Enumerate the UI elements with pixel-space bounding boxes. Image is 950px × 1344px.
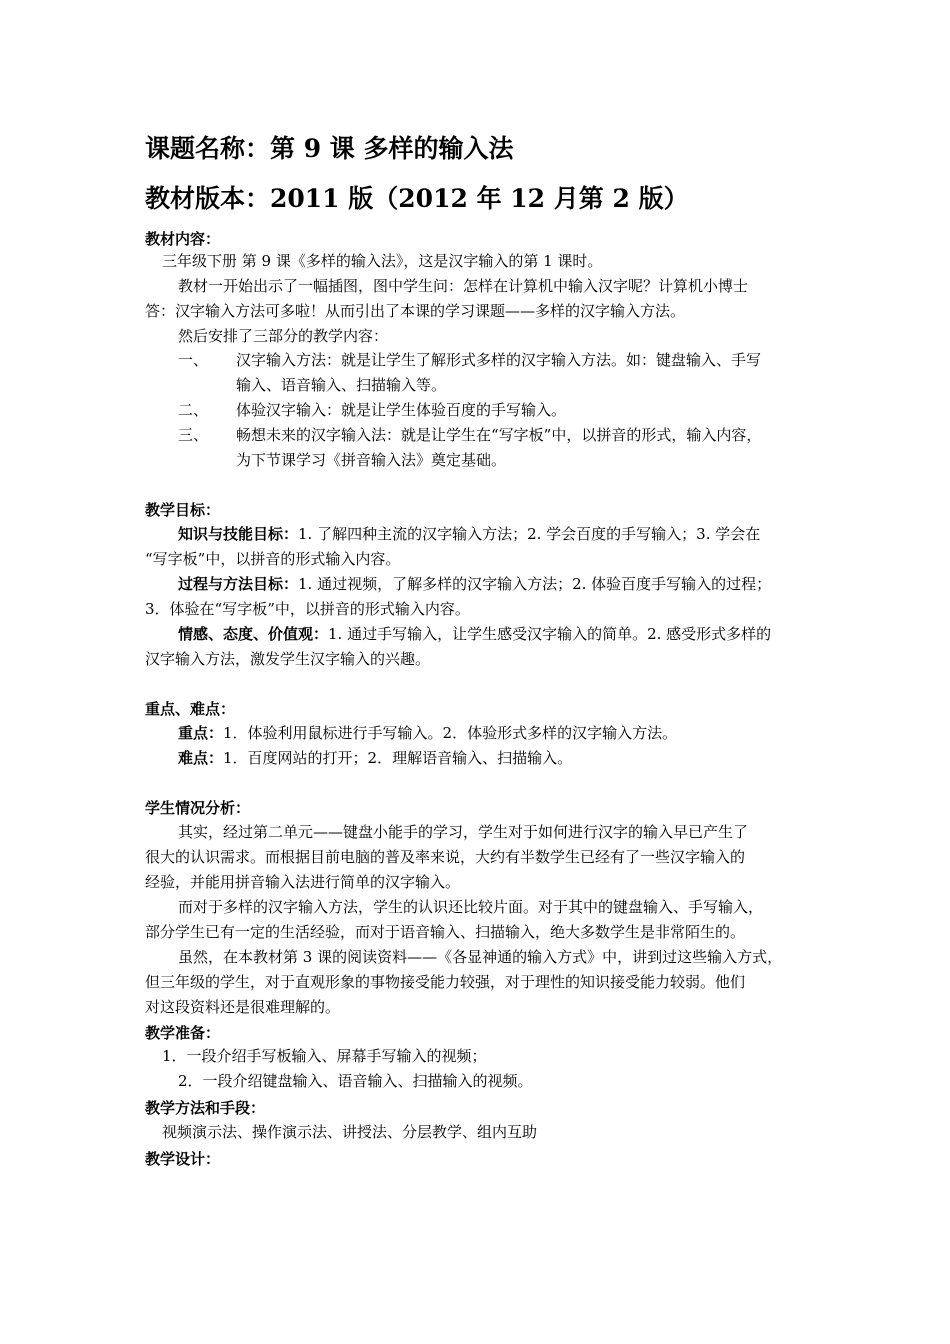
methods-text: 视频演示法、操作演示法、讲授法、分层教学、组内互助 (162, 1123, 538, 1141)
difficult-point (178, 746, 572, 770)
list-item-text: 体验汉字输入：就是让学生体验百度的手写输入。 (236, 401, 567, 419)
goal-emotion-continued: 汉字输入方法，激发学生汉字输入的兴趣。 (145, 650, 431, 668)
goal-knowledge (178, 522, 760, 546)
methods-heading: 教学方法和手段： (145, 1099, 266, 1117)
analysis-line: 很大的认识需求。而根据目前电脑的普及率来说，大约有半数学生已经有了一些汉字输入的 (145, 848, 746, 866)
content-heading: 教材内容： (145, 230, 221, 248)
content-paragraph-1: 三年级下册 第 9 课《多样的输入法》，这是汉字输入的第 1 课时。 (162, 252, 603, 270)
design-heading: 教学设计： (145, 1150, 221, 1168)
prep-heading: 教学准备： (145, 1024, 221, 1042)
goal-process-continued: 3．体验在“写字板”中，以拼音的形式输入内容。 (145, 600, 470, 618)
analysis-line: 部分学生已有一定的生活经验，而对于语音输入、扫描输入，绝大多数学生是非常陌生的。 (145, 923, 746, 941)
goal-process (178, 572, 771, 596)
lesson-title: 课题名称：第 9 课 多样的输入法 (145, 134, 514, 163)
list-item-text: 汉字输入方法：就是让学生了解形式多样的汉字输入方法。如：键盘输入、手写 (236, 351, 762, 369)
analysis-line: 经验，并能用拼音输入法进行简单的汉字输入。 (145, 873, 461, 891)
analysis-line: 但三年级的学生，对于直观形象的事物接受能力较强，对于理性的知识接受能力较弱。他们 (145, 973, 746, 991)
goal-emotion (178, 622, 771, 646)
textbook-edition: 教材版本：2011 版（2012 年 12 月第 2 版） (145, 184, 689, 213)
key-point (178, 721, 677, 745)
goal-emotion-text: 1. 通过手写输入，让学生感受汉字输入的简单。2. 感受形式多样的 (328, 625, 772, 643)
analysis-line: 而对于多样的汉字输入方法，学生的认识还比较片面。对于其中的键盘输入、手写输入， (178, 898, 764, 916)
prep-item: 2．一段介绍键盘输入、语音输入、扫描输入的视频。 (178, 1072, 533, 1090)
goal-process-text: 1. 通过视频，了解多样的汉字输入方法；2. 体验百度手写输入的过程； (298, 575, 772, 593)
analysis-heading: 学生情况分析： (145, 799, 251, 817)
goal-emotion-label: 情感、态度、价值观： (178, 625, 329, 643)
goal-knowledge-label: 知识与技能目标： (178, 525, 299, 543)
key-point-label: 重点： (178, 724, 224, 742)
difficult-point-label: 难点： (178, 749, 224, 767)
content-paragraph-3: 然后安排了三部分的教学内容： (178, 327, 389, 345)
list-item-number: 三、 (178, 426, 209, 444)
key-point-text: 1．体验利用鼠标进行手写输入。2．体验形式多样的汉字输入方法。 (223, 724, 678, 742)
content-paragraph-2-line-2: 答：汉字输入方法可多啦！从而引出了本课的学习课题——多样的汉字输入方法。 (145, 302, 686, 320)
goal-knowledge-continued: “写字板”中，以拼音的形式输入内容。 (145, 550, 401, 568)
analysis-line: 虽然，在本教材第 3 课的阅读资料——《各显神通的输入方式》中，讲到过这些输入方式， (178, 948, 783, 966)
prep-item: 1．一段介绍手写板输入、屏幕手写输入的视频； (162, 1047, 487, 1065)
difficult-point-text: 1．百度网站的打开；2．理解语音输入、扫描输入。 (223, 749, 573, 767)
list-item-text: 输入、语音输入、扫描输入等。 (236, 376, 447, 394)
keypoints-heading: 重点、难点： (145, 700, 236, 718)
list-item-text: 畅想未来的汉字输入法：就是让学生在“写字板”中，以拼音的形式，输入内容， (236, 426, 762, 444)
goal-knowledge-text: 1. 了解四种主流的汉字输入方法；2. 学会百度的手写输入；3. 学会在 (298, 525, 761, 543)
list-item-number: 一、 (178, 351, 209, 369)
goal-process-label: 过程与方法目标： (178, 575, 299, 593)
list-item-text: 为下节课学习《拼音输入法》奠定基础。 (236, 451, 507, 469)
analysis-line: 对这段资料还是很难理解的。 (145, 998, 341, 1016)
content-paragraph-2-line-1: 教材一开始出示了一幅插图，图中学生问：怎样在计算机中输入汉字呢？计算机小博士 (178, 277, 749, 295)
goals-heading: 教学目标： (145, 501, 221, 519)
analysis-line: 其实，经过第二单元——键盘小能手的学习，学生对于如何进行汉字的输入早已产生了 (178, 823, 749, 841)
list-item-number: 二、 (178, 401, 209, 419)
